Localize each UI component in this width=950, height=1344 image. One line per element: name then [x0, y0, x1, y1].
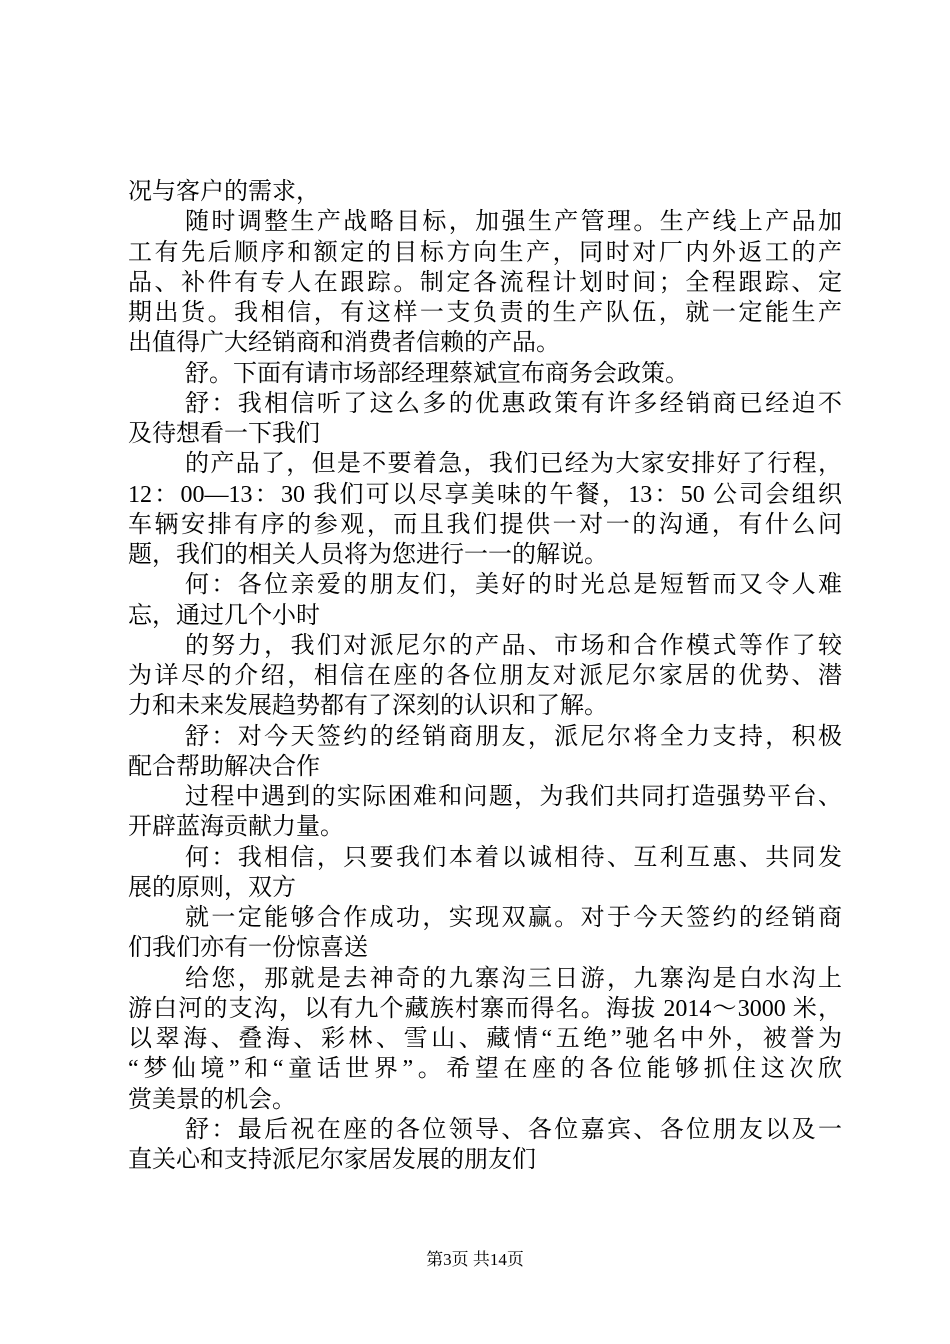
- text-line: 舒：我相信听了这么多的优惠政策有许多经销商已经迫不: [185, 390, 842, 417]
- text-line: 就一定能够合作成功，实现双赢。对于今天签约的经销商: [185, 905, 842, 931]
- text-line: 过程中遇到的实际困难和问题，为我们共同打造强势平台、: [185, 784, 842, 810]
- text-line: 的产品了，但是不要着急，我们已经为大家安排好了行程，: [185, 451, 842, 478]
- text-line: 展的原则，双方: [128, 874, 296, 901]
- text-line: 工有先后顺序和额定的目标方向生产，同时对厂内外返工的产: [128, 239, 842, 266]
- text-line: 忘，通过几个小时: [128, 602, 320, 629]
- text-line: 出值得广大经销商和消费者信赖的产品。: [128, 330, 560, 357]
- text-line: 题，我们的相关人员将为您进行一一的解说。: [128, 542, 608, 568]
- text-line: 期出货。我相信，有这样一支负责的生产队伍，就一定能生产: [128, 300, 842, 326]
- text-line: 车辆安排有序的参观，而且我们提供一对一的沟通，有什么问: [128, 511, 842, 538]
- page-footer: 第3页 共14页: [426, 1250, 524, 1269]
- text-line: 的努力，我们对派尼尔的产品、市场和合作模式等作了较: [185, 632, 842, 659]
- text-line: 配合帮助解决合作: [128, 753, 320, 780]
- text-line: 们我们亦有一份惊喜送: [128, 935, 368, 962]
- text-line: 何：我相信，只要我们本着以诚相待、互利互惠、共同发: [185, 844, 842, 871]
- text-line: “梦仙境”和“童话世界”。希望在座的各位能够抓住这次欣: [128, 1056, 842, 1083]
- text-line: 为详尽的介绍，相信在座的各位朋友对派尼尔家居的优势、潜: [128, 663, 842, 689]
- text-line: 12：00—13：30 我们可以尽享美味的午餐，13：50 公司会组织: [128, 481, 842, 508]
- text-line: 舒：对今天签约的经销商朋友，派尼尔将全力支持，积极: [185, 723, 842, 750]
- text-line: 品、补件有专人在跟踪。制定各流程计划时间；全程跟踪、定: [128, 269, 842, 296]
- text-line: 何：各位亲爱的朋友们，美好的时光总是短暂而又令人难: [185, 572, 842, 599]
- text-line: 开辟蓝海贡献力量。: [128, 814, 344, 841]
- text-line: 舒：最后祝在座的各位领导、各位嘉宾、各位朋友以及一: [185, 1116, 842, 1143]
- text-line: 舒。下面有请市场部经理蔡斌宣布商务会政策。: [185, 360, 689, 387]
- text-line: 赏美景的机会。: [128, 1086, 296, 1113]
- text-line: 力和未来发展趋势都有了深刻的认识和了解。: [128, 693, 608, 720]
- text-line: 况与客户的需求，: [128, 179, 320, 205]
- text-line: 随时调整生产战略目标，加强生产管理。生产线上产品加: [185, 209, 842, 236]
- text-line: 给您，那就是去神奇的九寨沟三日游，九寨沟是白水沟上: [185, 965, 842, 992]
- text-line: 游白河的支沟，以有九个藏族村寨而得名。海拔 2014～3000 米，: [128, 995, 842, 1022]
- text-line: 直关心和支持派尼尔家居发展的朋友们: [128, 1147, 536, 1173]
- text-line: 及待想看一下我们: [128, 421, 320, 447]
- text-line: 以翠海、叠海、彩林、雪山、藏情“五绝”驰名中外，被誉为: [128, 1026, 842, 1052]
- document-body: [128, 177, 842, 1175]
